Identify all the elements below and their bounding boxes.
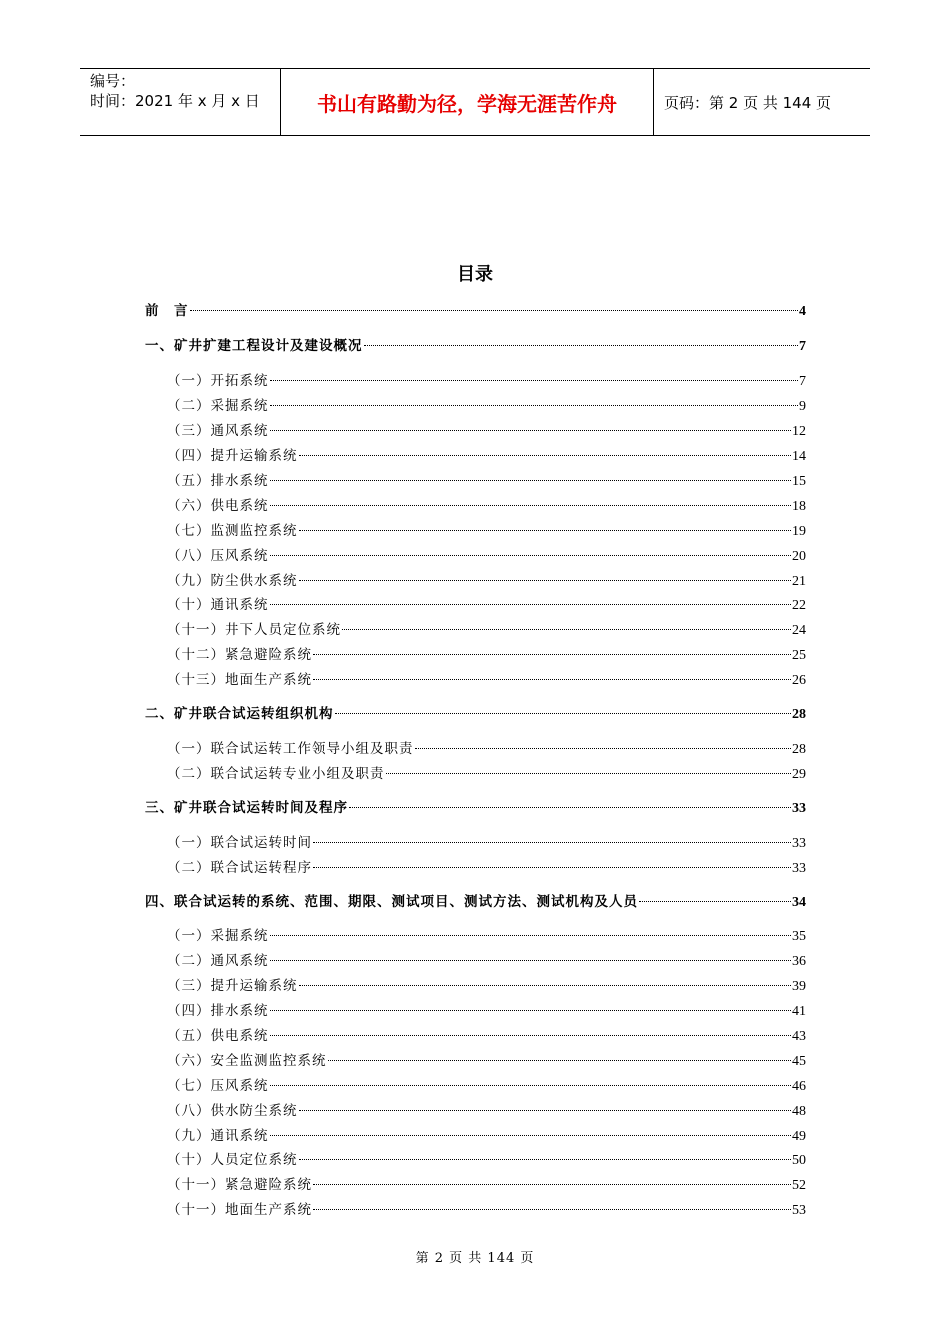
toc-leader-dots xyxy=(342,611,791,630)
toc-leader-dots xyxy=(270,942,792,961)
toc-leader-dots xyxy=(349,789,791,808)
toc-entry-page: 48 xyxy=(792,1104,806,1119)
toc-entry-page: 36 xyxy=(792,954,806,969)
toc-entry-page: 50 xyxy=(792,1153,806,1168)
toc-entry-page: 35 xyxy=(792,929,806,944)
toc-entry[interactable] xyxy=(167,853,806,878)
toc-leader-dots xyxy=(313,636,791,655)
toc-entry-label: 前 言 xyxy=(145,303,189,319)
toc-entry-label: （八）供水防尘系统 xyxy=(167,1103,298,1119)
doc-date: 时间：2021 年 x 月 x 日 xyxy=(90,92,260,110)
toc-entry-label: （二）采掘系统 xyxy=(167,398,269,414)
toc-entry-page: 7 xyxy=(799,339,806,354)
toc-entry-page: 12 xyxy=(792,424,806,439)
toc-entry-label: 一、矿井扩建工程设计及建设概况 xyxy=(145,338,363,354)
toc-entry-page: 26 xyxy=(792,673,806,688)
toc-leader-dots xyxy=(270,462,792,481)
toc-leader-dots xyxy=(328,1042,792,1061)
toc-entry-page: 43 xyxy=(792,1029,806,1044)
toc-entry-label: （六）安全监测监控系统 xyxy=(167,1053,327,1069)
toc-entry-label: （十二）紧急避险系统 xyxy=(167,647,312,663)
toc-entry-page: 22 xyxy=(792,598,806,613)
toc-leader-dots xyxy=(299,1092,792,1111)
toc-entry-page: 19 xyxy=(792,524,806,539)
toc-entry-label: （一）联合试运转工作领导小组及职责 xyxy=(167,741,414,757)
toc-entry-page: 41 xyxy=(792,1004,806,1019)
toc-leader-dots xyxy=(313,661,791,680)
toc-entry-page: 4 xyxy=(799,304,806,319)
toc-entry-page: 24 xyxy=(792,623,806,638)
toc-title: 目录 xyxy=(457,264,493,285)
toc-entry-page: 33 xyxy=(792,801,806,816)
toc-leader-dots xyxy=(386,755,792,774)
toc-entry-page: 15 xyxy=(792,474,806,489)
toc-entry-page: 14 xyxy=(792,449,806,464)
toc-leader-dots xyxy=(299,512,792,531)
toc-entry-label: （一）开拓系统 xyxy=(167,373,269,389)
toc-leader-dots xyxy=(270,387,799,406)
toc-entry-page: 53 xyxy=(792,1203,806,1218)
doc-number: 编号： xyxy=(90,72,136,90)
toc-leader-dots xyxy=(270,992,792,1011)
toc-entry-label: （一）联合试运转时间 xyxy=(167,835,312,851)
page-footer: 第 2 页 共 144 页 xyxy=(415,1251,535,1266)
toc-entry-label: （十）通讯系统 xyxy=(167,597,269,613)
toc-entry[interactable] xyxy=(167,665,806,690)
toc-leader-dots xyxy=(313,824,791,843)
toc-entry-label: （三）提升运输系统 xyxy=(167,978,298,994)
toc-leader-dots xyxy=(270,1117,792,1136)
toc-entry-page: 9 xyxy=(799,399,806,414)
toc-entry[interactable] xyxy=(145,331,806,356)
toc-entry[interactable] xyxy=(145,887,806,912)
toc-leader-dots xyxy=(270,1017,792,1036)
toc-leader-dots xyxy=(313,849,791,868)
toc-entry-label: （四）排水系统 xyxy=(167,1003,269,1019)
toc-entry-label: 二、矿井联合试运转组织机构 xyxy=(145,706,334,722)
toc-entry[interactable] xyxy=(167,759,806,784)
toc-leader-dots xyxy=(270,586,792,605)
toc-leader-dots xyxy=(313,1166,791,1185)
toc-leader-dots xyxy=(299,1141,792,1160)
toc-leader-dots xyxy=(270,537,792,556)
toc-entry-label: （十一）井下人员定位系统 xyxy=(167,622,341,638)
toc-entry-label: （二）联合试运转专业小组及职责 xyxy=(167,766,385,782)
toc-leader-dots xyxy=(415,730,792,749)
toc-entry-label: （九）通讯系统 xyxy=(167,1128,269,1144)
toc-leader-dots xyxy=(299,437,792,456)
toc-entry-label: （六）供电系统 xyxy=(167,498,269,514)
toc-entry-label: （八）压风系统 xyxy=(167,548,269,564)
toc-entry[interactable] xyxy=(145,699,806,724)
toc-leader-dots xyxy=(270,487,792,506)
toc-entry-label: （十一）地面生产系统 xyxy=(167,1202,312,1218)
toc-entry-label: （三）通风系统 xyxy=(167,423,269,439)
toc-entry-label: （十一）紧急避险系统 xyxy=(167,1177,312,1193)
toc-entry-page: 52 xyxy=(792,1178,806,1193)
toc-entry-label: （一）采掘系统 xyxy=(167,928,269,944)
page-header xyxy=(80,68,870,136)
toc-leader-dots xyxy=(313,1191,791,1210)
header-page-info: 页码：第 2 页 共 144 页 xyxy=(664,93,832,112)
toc-entry-page: 49 xyxy=(792,1129,806,1144)
toc-entry-page: 45 xyxy=(792,1054,806,1069)
toc-entry-label: （二）通风系统 xyxy=(167,953,269,969)
toc-entry[interactable] xyxy=(167,1195,806,1220)
toc-entry-label: （七）压风系统 xyxy=(167,1078,269,1094)
toc-entry-label: （十三）地面生产系统 xyxy=(167,672,312,688)
toc-entry-label: （七）监测监控系统 xyxy=(167,523,298,539)
toc-leader-dots xyxy=(299,562,792,581)
toc-entry-label: （九）防尘供水系统 xyxy=(167,573,298,589)
toc-leader-dots xyxy=(270,412,792,431)
toc-entry-label: （五）排水系统 xyxy=(167,473,269,489)
toc-entry-page: 28 xyxy=(792,707,806,722)
toc-leader-dots xyxy=(270,917,792,936)
toc-entry-label: （二）联合试运转程序 xyxy=(167,860,312,876)
toc-entry-label: （五）供电系统 xyxy=(167,1028,269,1044)
toc-leader-dots xyxy=(299,967,792,986)
toc-entry-label: （四）提升运输系统 xyxy=(167,448,298,464)
toc-entry-page: 33 xyxy=(792,861,806,876)
toc-entry-page: 25 xyxy=(792,648,806,663)
toc-leader-dots xyxy=(270,1067,792,1086)
toc-entry-page: 21 xyxy=(792,574,806,589)
toc-entry-label: （十）人员定位系统 xyxy=(167,1152,298,1168)
toc-entry-page: 20 xyxy=(792,549,806,564)
toc-entry-page: 33 xyxy=(792,836,806,851)
header-meta xyxy=(80,69,281,135)
toc-leader-dots xyxy=(335,695,792,714)
toc-entry-label: 三、矿井联合试运转时间及程序 xyxy=(145,800,348,816)
toc-entry[interactable] xyxy=(145,296,806,321)
toc-entry-page: 39 xyxy=(792,979,806,994)
toc-entry-page: 7 xyxy=(799,374,806,389)
toc-entry[interactable] xyxy=(145,793,806,818)
header-motto: 书山有路勤为径，学海无涯苦作舟 xyxy=(281,69,654,135)
toc-entry-page: 29 xyxy=(792,767,806,782)
toc-entry-page: 46 xyxy=(792,1079,806,1094)
toc-leader-dots xyxy=(639,883,791,902)
toc-entry-label: 四、联合试运转的系统、范围、期限、测试项目、测试方法、测试机构及人员 xyxy=(145,894,638,910)
toc-entry-page: 34 xyxy=(792,895,806,910)
toc-leader-dots xyxy=(270,362,799,381)
toc-entry-page: 28 xyxy=(792,742,806,757)
toc-leader-dots xyxy=(364,327,799,346)
toc-leader-dots xyxy=(190,292,799,311)
toc-entry-page: 18 xyxy=(792,499,806,514)
